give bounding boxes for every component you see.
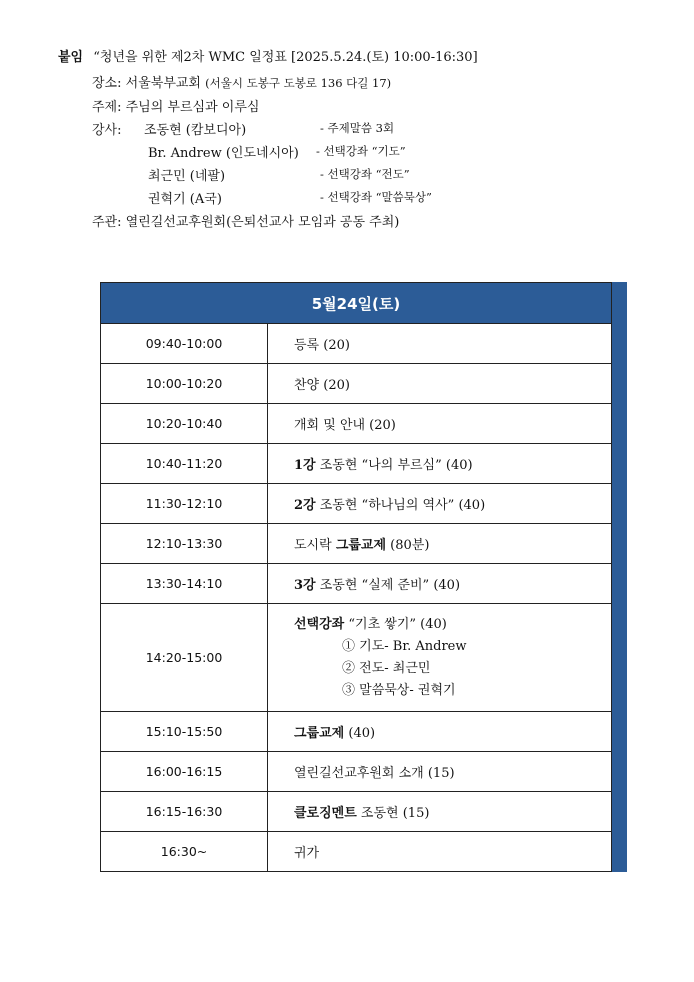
speaker-name: 권혁기 (A국) — [148, 192, 222, 207]
activity-text: 귀가 — [294, 846, 320, 861]
session-label: 3강 — [294, 578, 316, 593]
session-label: 그룹교제 — [294, 726, 345, 741]
venue-label: 장소: — [92, 76, 122, 91]
table-row — [101, 444, 612, 484]
activity-text: 조동현 “실제 준비” (40) — [315, 578, 461, 593]
table-row — [101, 324, 612, 364]
activity-text: “기초 쌓기” (40) — [344, 617, 447, 632]
speaker-role: - 선택강좌 “말씀묵상” — [320, 190, 432, 204]
table-row — [101, 404, 612, 444]
activity-text: 열린길선교후원회 소개 (15) — [294, 766, 455, 781]
activity-cell — [268, 832, 612, 872]
table-row — [101, 364, 612, 404]
activity-cell — [268, 712, 612, 752]
time-cell: 10:40-11:20 — [101, 444, 268, 484]
time-cell: 10:00-10:20 — [101, 364, 268, 404]
session-label: 2강 — [294, 498, 316, 513]
venue-address: (서울시 도봉구 도봉로 136 다길 17) — [205, 76, 392, 90]
activity-cell — [268, 752, 612, 792]
activity-text: 등록 (20) — [294, 338, 350, 353]
activity-text: 조동현 (15) — [356, 806, 430, 821]
elective-option: ② 전도- 최근민 — [342, 661, 431, 676]
title-line — [58, 46, 478, 65]
activity-cell — [268, 484, 612, 524]
activity-text: 조동현 “나의 부르심” (40) — [315, 458, 473, 473]
table-row — [101, 752, 612, 792]
table-row — [101, 564, 612, 604]
time-cell: 16:30~ — [101, 832, 268, 872]
activity-cell — [268, 444, 612, 484]
speaker-name: 최근민 (네팔) — [148, 169, 226, 184]
elective-option: ① 기도- Br. Andrew — [342, 639, 467, 654]
activity-text: 개회 및 안내 (20) — [294, 418, 396, 433]
elective-option: ③ 말씀묵상- 권혁기 — [342, 683, 456, 698]
speaker-name: Br. Andrew (인도네시아) — [148, 146, 299, 161]
time-cell: 12:10-13:30 — [101, 524, 268, 564]
time-cell: 11:30-12:10 — [101, 484, 268, 524]
theme-line: 주제: 주님의 부르심과 이루심 — [92, 100, 260, 115]
venue-name: 서울북부교회 — [125, 76, 201, 91]
table-row — [101, 792, 612, 832]
table-side-bar — [612, 282, 627, 872]
speakers-label: 강사: — [92, 123, 122, 138]
activity-text: (40) — [344, 726, 376, 741]
speaker-role: - 선택강좌 “전도” — [320, 167, 410, 181]
activity-cell — [268, 404, 612, 444]
activity-text: 찬양 (20) — [294, 378, 350, 393]
activity-cell — [268, 564, 612, 604]
attachment-label: 붙임 — [58, 50, 84, 65]
session-label: 1강 — [294, 458, 316, 473]
activity-cell — [268, 324, 612, 364]
activity-cell — [268, 364, 612, 404]
time-cell: 14:20-15:00 — [101, 604, 268, 712]
venue-line — [92, 72, 391, 91]
time-cell: 09:40-10:00 — [101, 324, 268, 364]
schedule-table — [100, 282, 627, 874]
time-cell: 16:15-16:30 — [101, 792, 268, 832]
time-cell: 10:20-10:40 — [101, 404, 268, 444]
activity-text: 도시락 — [294, 538, 336, 553]
speaker-role: - 주제말씀 3회 — [320, 121, 395, 135]
table-row — [101, 832, 612, 872]
speaker-role: - 선택강좌 “기도” — [316, 144, 406, 158]
activity-text: 조동현 “하나님의 역사” (40) — [315, 498, 486, 513]
time-cell: 13:30-14:10 — [101, 564, 268, 604]
table-row — [101, 524, 612, 564]
session-label: 선택강좌 — [294, 617, 345, 632]
activity-text: (80분) — [386, 538, 430, 553]
session-label: 클로징멘트 — [294, 806, 357, 821]
session-label: 그룹교제 — [335, 538, 387, 553]
document-title: “청년을 위한 제2차 WMC 일정표 [2025.5.24.(토) 10:00-16:30] — [93, 50, 478, 65]
time-cell: 15:10-15:50 — [101, 712, 268, 752]
activity-cell — [268, 604, 612, 712]
activity-cell — [268, 792, 612, 832]
date-header: 5월24일(토) — [101, 283, 612, 324]
host-line: 주관: 열린길선교후원회(은퇴선교사 모임과 공동 주최) — [92, 215, 400, 230]
table-row — [101, 604, 612, 712]
table-row — [101, 484, 612, 524]
time-cell: 16:00-16:15 — [101, 752, 268, 792]
table-row — [101, 712, 612, 752]
activity-cell — [268, 524, 612, 564]
speaker-name: 조동현 (캄보디아) — [144, 123, 247, 138]
